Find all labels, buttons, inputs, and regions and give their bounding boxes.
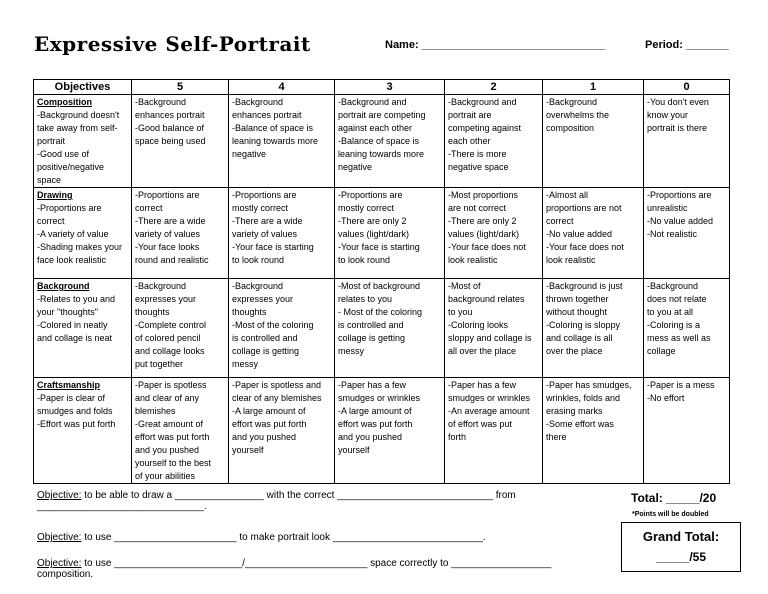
cell-line: -Background: [647, 281, 699, 291]
cell-line: -Background and: [448, 97, 517, 107]
cell-line: - Most of the coloring: [338, 307, 423, 317]
criterion-title: Background: [37, 281, 90, 291]
score-cell: [445, 279, 543, 378]
objective-text: ______________________________.: [37, 501, 207, 512]
cell-line: -Most of: [448, 281, 481, 291]
cell-line: -Good balance of: [135, 123, 205, 133]
criterion-line: correct: [37, 216, 65, 226]
cell-line: -Coloring is sloppy: [546, 320, 621, 330]
criterion-line: -Proportions are: [37, 203, 102, 213]
cell-line: -Background: [135, 97, 187, 107]
header: [34, 30, 734, 60]
cell-line: effort was put forth: [135, 432, 210, 442]
cell-line: of colored pencil: [135, 333, 201, 343]
objective-2: [37, 532, 486, 543]
header-cell: 2: [445, 80, 543, 95]
cell-line: look realistic: [546, 255, 596, 265]
cell-line: -No value added: [647, 216, 714, 226]
header-cell: 0: [644, 80, 730, 95]
criterion-line: your "thoughts": [37, 307, 98, 317]
cell-line: -Most proportions: [448, 190, 519, 200]
objective-cell: [34, 279, 132, 378]
objective-text: composition.: [37, 569, 94, 580]
cell-line: relates to you: [338, 294, 393, 304]
cell-line: -Almost all: [546, 190, 589, 200]
score-cell: [335, 188, 445, 279]
criterion-line: and collage is neat: [37, 333, 113, 343]
objective-cell: [34, 95, 132, 188]
cell-line: expresses your: [135, 294, 197, 304]
cell-line: wrinkles, folds and: [546, 393, 621, 403]
page-title: Expressive Self-Portrait: [34, 32, 311, 56]
cell-line: without thought: [546, 307, 608, 317]
name-field: Name: ______________________________: [385, 39, 606, 51]
cell-line: portrait are: [448, 110, 492, 120]
cell-line: of effort was put: [448, 419, 512, 429]
criterion-line: -Good use of: [37, 149, 90, 159]
cell-line: and you pushed: [338, 432, 403, 442]
score-cell: [229, 378, 335, 484]
score-cell: [335, 279, 445, 378]
cell-line: is controlled and: [338, 320, 404, 330]
total-score: Total: _____/20: [631, 491, 717, 505]
cell-line: yourself: [232, 445, 264, 455]
cell-line: space being used: [135, 136, 206, 146]
cell-line: smudges or wrinkles: [338, 393, 421, 403]
points-note: *Points will be doubled: [632, 511, 709, 518]
cell-line: -Background: [232, 97, 284, 107]
objective-label: Objective:: [37, 490, 82, 501]
cell-line: and collage is all: [546, 333, 613, 343]
criterion-line: portrait: [37, 136, 66, 146]
cell-line: mostly correct: [338, 203, 395, 213]
header-cell: Objectives: [34, 80, 132, 95]
cell-line: effort was put forth: [338, 419, 413, 429]
cell-line: messy: [232, 359, 259, 369]
score-cell: [543, 279, 644, 378]
cell-line: competing against: [448, 123, 522, 133]
cell-line: portrait is there: [647, 123, 708, 133]
cell-line: -You don't even: [647, 97, 709, 107]
cell-line: thrown together: [546, 294, 609, 304]
cell-line: unrealistic: [647, 203, 688, 213]
cell-line: to you: [448, 307, 473, 317]
criterion-line: -Paper is clear of: [37, 393, 106, 403]
criterion-line: take away from self-: [37, 123, 118, 133]
table-row: [34, 95, 730, 188]
cell-line: -Great amount of: [135, 419, 204, 429]
cell-line: correct: [546, 216, 574, 226]
objective-text: to use ______________________ to make portrait look ___________________________.: [81, 532, 486, 543]
cell-line: -A large amount of: [232, 406, 306, 416]
cell-line: -Background and: [338, 97, 407, 107]
cell-line: thoughts: [232, 307, 267, 317]
header-cell: 4: [229, 80, 335, 95]
score-cell: [644, 188, 730, 279]
cell-line: -There are only 2: [338, 216, 407, 226]
cell-line: put together: [135, 359, 184, 369]
criterion-line: smudges and folds: [37, 406, 113, 416]
grand-total-title: Grand Total:: [642, 529, 720, 544]
score-cell: [335, 378, 445, 484]
table-row: [34, 188, 730, 279]
cell-line: -Your face does not: [448, 242, 526, 252]
score-cell: [644, 95, 730, 188]
score-cell: [132, 279, 229, 378]
cell-line: messy: [338, 346, 365, 356]
criterion-line: -Colored in neatly: [37, 320, 108, 330]
score-cell: [445, 188, 543, 279]
cell-line: composition: [546, 123, 595, 133]
cell-line: is controlled and: [232, 333, 298, 343]
cell-line: variety of values: [135, 229, 201, 239]
cell-line: blemishes: [135, 406, 176, 416]
score-cell: [445, 95, 543, 188]
cell-line: -Paper is spotless: [135, 380, 207, 390]
cell-line: are not correct: [448, 203, 507, 213]
cell-line: thoughts: [135, 307, 170, 317]
cell-line: sloppy and collage is: [448, 333, 532, 343]
cell-line: -Coloring looks: [448, 320, 509, 330]
cell-line: values (light/dark): [448, 229, 520, 239]
cell-line: to look round: [232, 255, 285, 265]
header-cell: 5: [132, 80, 229, 95]
criterion-line: -A variety of value: [37, 229, 109, 239]
cell-line: smudges or wrinkles: [448, 393, 531, 403]
objective-cell: [34, 188, 132, 279]
score-cell: [445, 378, 543, 484]
objective-3: [37, 558, 551, 580]
objective-1: [37, 490, 516, 512]
cell-line: -Coloring is a: [647, 320, 701, 330]
cell-line: variety of values: [232, 229, 298, 239]
cell-line: mostly correct: [232, 203, 289, 213]
cell-line: all over the place: [448, 346, 517, 356]
cell-line: -Background: [546, 97, 598, 107]
cell-line: negative: [232, 149, 267, 159]
cell-line: values (light/dark): [338, 229, 410, 239]
criterion-line: -Relates to you and: [37, 294, 116, 304]
cell-line: -Background is just: [546, 281, 623, 291]
score-cell: [229, 188, 335, 279]
grand-total-score: _____/55: [655, 550, 707, 564]
objective-text: to use _______________________/______________________ space correctly to __________________: [81, 558, 552, 569]
criterion-line: positive/negative: [37, 162, 105, 172]
cell-line: -Proportions are: [232, 190, 297, 200]
cell-line: enhances portrait: [135, 110, 205, 120]
cell-line: -There are a wide: [232, 216, 303, 226]
cell-line: -Background: [232, 281, 284, 291]
criterion-line: -Background doesn't: [37, 110, 120, 120]
cell-line: -Paper has a few: [448, 380, 517, 390]
criterion-line: face look realistic: [37, 255, 107, 265]
cell-line: -Your face does not: [546, 242, 624, 252]
cell-line: -Paper is spotless and: [232, 380, 322, 390]
cell-line: -There is more: [448, 149, 507, 159]
cell-line: look realistic: [448, 255, 498, 265]
score-cell: [644, 378, 730, 484]
cell-line: -Your face is starting: [232, 242, 314, 252]
score-cell: [132, 188, 229, 279]
objective-label: Objective:: [37, 532, 82, 543]
cell-line: expresses your: [232, 294, 294, 304]
cell-line: -Proportions are: [135, 190, 200, 200]
cell-line: leaning towards more: [232, 136, 319, 146]
rubric-table: [33, 79, 730, 484]
cell-line: -An average amount: [448, 406, 530, 416]
score-cell: [229, 95, 335, 188]
cell-line: collage: [647, 346, 676, 356]
cell-line: and collage looks: [135, 346, 205, 356]
cell-line: -Balance of space is: [338, 136, 420, 146]
score-cell: [132, 378, 229, 484]
cell-line: negative: [338, 162, 373, 172]
cell-line: and you pushed: [135, 445, 200, 455]
criterion-line: -Shading makes your: [37, 242, 123, 252]
cell-line: -Most of background: [338, 281, 421, 291]
cell-line: -Background: [135, 281, 187, 291]
table-row: [34, 378, 730, 484]
cell-line: -There are only 2: [448, 216, 517, 226]
cell-line: over the place: [546, 346, 603, 356]
score-cell: [132, 95, 229, 188]
criterion-line: -Effort was put forth: [37, 419, 116, 429]
cell-line: collage is getting: [338, 333, 406, 343]
cell-line: portrait are competing: [338, 110, 426, 120]
cell-line: -Not realistic: [647, 229, 698, 239]
cell-line: -Most of the coloring: [232, 320, 314, 330]
cell-line: -Balance of space is: [232, 123, 314, 133]
cell-line: yourself to the best: [135, 458, 212, 468]
cell-line: -Paper has smudges,: [546, 380, 632, 390]
cell-line: round and realistic: [135, 255, 209, 265]
cell-line: yourself: [338, 445, 370, 455]
cell-line: there: [546, 432, 567, 442]
criterion-title: Craftsmanship: [37, 380, 101, 390]
criterion-line: space: [37, 175, 62, 185]
cell-line: mess as well as: [647, 333, 711, 343]
cell-line: -Some effort was: [546, 419, 614, 429]
cell-line: overwhelms the: [546, 110, 610, 120]
cell-line: -There are a wide: [135, 216, 206, 226]
cell-line: -Paper has a few: [338, 380, 407, 390]
cell-line: collage is getting: [232, 346, 300, 356]
cell-line: -Proportions are: [647, 190, 712, 200]
cell-line: against each other: [338, 123, 413, 133]
header-cell: 1: [543, 80, 644, 95]
cell-line: background relates: [448, 294, 525, 304]
cell-line: -Proportions are: [338, 190, 403, 200]
cell-line: -Paper is a mess: [647, 380, 715, 390]
criterion-title: Drawing: [37, 190, 73, 200]
header-cell: 3: [335, 80, 445, 95]
score-cell: [229, 279, 335, 378]
objective-cell: [34, 378, 132, 484]
score-cell: [335, 95, 445, 188]
cell-line: -Your face looks: [135, 242, 200, 252]
cell-line: -Complete control: [135, 320, 207, 330]
cell-line: and clear of any: [135, 393, 200, 403]
criterion-title: Composition: [37, 97, 92, 107]
cell-line: -A large amount of: [338, 406, 412, 416]
cell-line: negative space: [448, 162, 509, 172]
cell-line: to you at all: [647, 307, 694, 317]
header-row: [34, 80, 730, 95]
cell-line: -No effort: [647, 393, 685, 403]
cell-line: of your abilities: [135, 471, 196, 481]
cell-line: to look round: [338, 255, 391, 265]
cell-line: clear of any blemishes: [232, 393, 322, 403]
cell-line: -No value added: [546, 229, 613, 239]
cell-line: each other: [448, 136, 491, 146]
objective-text: to be able to draw a ________________ with the correct ____________________________ from: [81, 490, 516, 501]
cell-line: forth: [448, 432, 467, 442]
cell-line: leaning towards more: [338, 149, 425, 159]
score-cell: [543, 95, 644, 188]
cell-line: know your: [647, 110, 689, 120]
cell-line: and you pushed: [232, 432, 297, 442]
cell-line: correct: [135, 203, 163, 213]
table-row: [34, 279, 730, 378]
score-cell: [644, 279, 730, 378]
cell-line: -Your face is starting: [338, 242, 420, 252]
period-field: Period: _______: [645, 39, 729, 51]
objective-label: Objective:: [37, 558, 82, 569]
cell-line: does not relate: [647, 294, 707, 304]
grand-total-box: [621, 522, 741, 572]
cell-line: effort was put forth: [232, 419, 307, 429]
cell-line: proportions are not: [546, 203, 622, 213]
cell-line: erasing marks: [546, 406, 603, 416]
cell-line: enhances portrait: [232, 110, 302, 120]
score-cell: [543, 378, 644, 484]
score-cell: [543, 188, 644, 279]
